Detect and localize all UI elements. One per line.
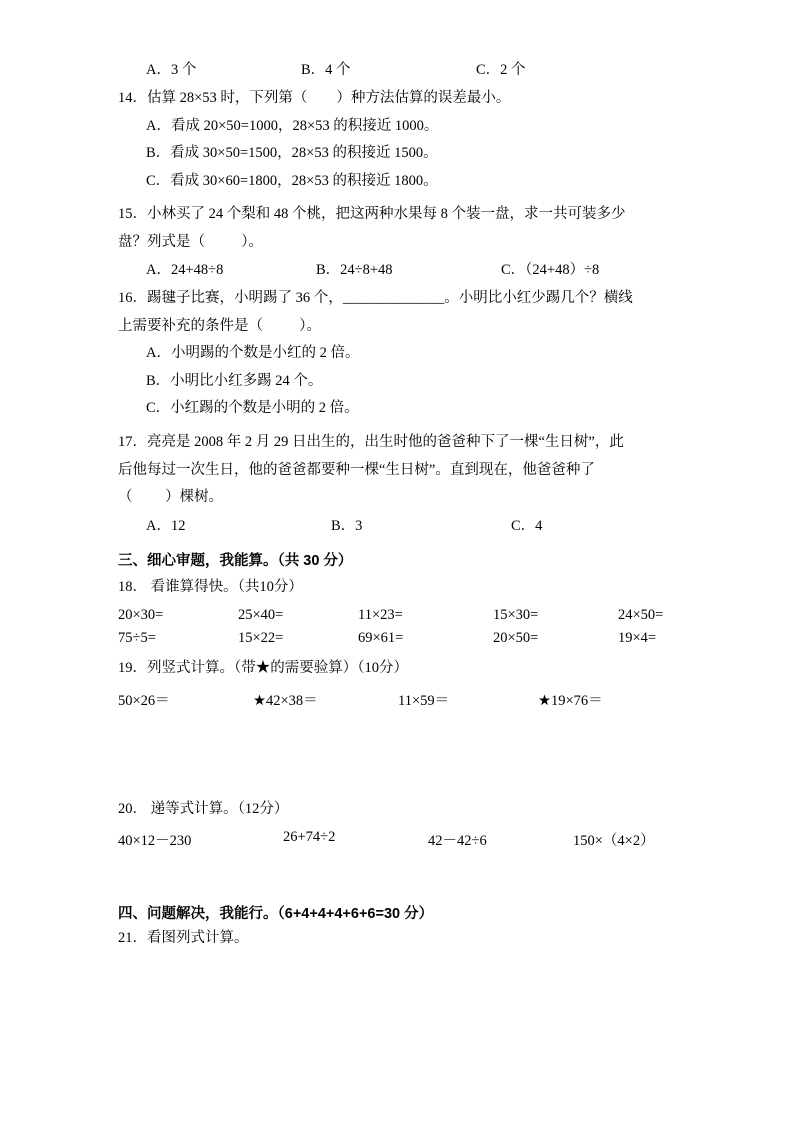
calc-item: 11×23=	[358, 607, 403, 624]
question-17-options	[118, 514, 675, 535]
question-17-stem-line2: 后他每过一次生日，他的爸爸都要种一棵“生日树”。直到现在，他爸爸种了	[118, 461, 595, 478]
question-16-stem-line1: 16．踢毽子比赛，小明踢了 36 个，______________。小明比小红少踢几个？横线	[118, 290, 633, 307]
calc-item: 24×50=	[618, 607, 664, 624]
calc-item: 150×（4×2）	[573, 833, 655, 850]
option-a: A．3 个	[146, 62, 197, 78]
question-15-stem-line1: 15．小林买了 24 个梨和 48 个桃，把这两种水果每 8 个装一盘，求一共可装多少	[118, 206, 626, 223]
question-18-row-2	[118, 630, 675, 647]
top-options-row	[118, 58, 675, 79]
question-20-work-area	[118, 850, 675, 888]
question-14-stem: 14．估算 28×53 时，下列第（ ）种方法估算的误差最小。	[118, 90, 511, 106]
question-15-option-a: A．24+48÷8	[146, 262, 224, 279]
calc-item: 11×59＝	[398, 692, 450, 709]
calc-item: ★42×38＝	[253, 692, 318, 709]
question-18-row-1	[118, 607, 675, 624]
question-15-options	[118, 258, 675, 279]
question-18-title: 18． 看谁算得快。（共10分）	[118, 578, 303, 595]
question-17-option-c: C．4	[511, 517, 543, 534]
question-17-option-b: B．3	[331, 517, 363, 534]
section-3-heading: 三、细心审题，我能算。（共 30 分）	[118, 552, 353, 569]
question-15-option-c: C．（24+48）÷8	[501, 262, 600, 279]
section-4-heading: 四、问题解决，我能行。（6+4+4+4+6+6=30 分）	[118, 906, 434, 923]
calc-item: 42－42÷6	[428, 833, 487, 850]
question-20-title: 20． 递等式计算。（12分）	[118, 800, 289, 817]
question-16-option-c: C．小红踢的个数是小明的 2 倍。	[146, 400, 359, 417]
question-19-items	[118, 689, 675, 710]
question-17-stem-line1: 17．亮亮是 2008 年 2 月 29 日出生的，出生时他的爸爸种下了一棵“生日树”，此	[118, 434, 624, 451]
calc-item: 20×30=	[118, 607, 164, 624]
calc-item: 15×22=	[238, 630, 284, 647]
calc-item: 75÷5=	[118, 630, 156, 647]
calc-item: 50×26＝	[118, 692, 170, 709]
question-15-stem-line2: 盘？列式是（ ）。	[118, 233, 263, 250]
question-19-title: 19．列竖式计算。（带★的需要验算）（10分）	[118, 660, 408, 677]
question-14-option-c: C．看成 30×60=1800，28×53 的积接近 1800。	[146, 172, 438, 189]
question-14-option-b: B．看成 30×50=1500，28×53 的积接近 1500。	[146, 145, 438, 162]
calc-item: 69×61=	[358, 630, 404, 647]
calc-item: 15×30=	[493, 607, 539, 624]
calc-item: 19×4=	[618, 630, 657, 647]
calc-item: ★19×76＝	[538, 692, 603, 709]
question-17-stem-line3: （ ）棵树。	[118, 489, 224, 506]
calc-item: 40×12－230	[118, 833, 192, 850]
calc-item: 25×40=	[238, 607, 284, 624]
question-16-stem-line2: 上需要补充的条件是（ ）。	[118, 317, 321, 334]
calc-item: 26+74÷2	[283, 829, 336, 846]
question-20-items	[118, 829, 675, 850]
question-14-option-a: A．看成 20×50=1000，28×53 的积接近 1000。	[146, 117, 439, 134]
question-16-option-a: A．小明踢的个数是小红的 2 倍。	[146, 345, 360, 362]
question-17-option-a: A．12	[146, 517, 186, 534]
question-16-option-b: B．小明比小红多踢 24 个。	[146, 372, 323, 389]
question-15-option-b: B．24÷8+48	[316, 262, 393, 279]
option-b: B．4 个	[301, 62, 351, 78]
option-c: C．2 个	[476, 62, 526, 78]
question-19-work-area	[118, 710, 675, 796]
question-21-title: 21．看图列式计算。	[118, 930, 249, 947]
calc-item: 20×50=	[493, 630, 539, 647]
